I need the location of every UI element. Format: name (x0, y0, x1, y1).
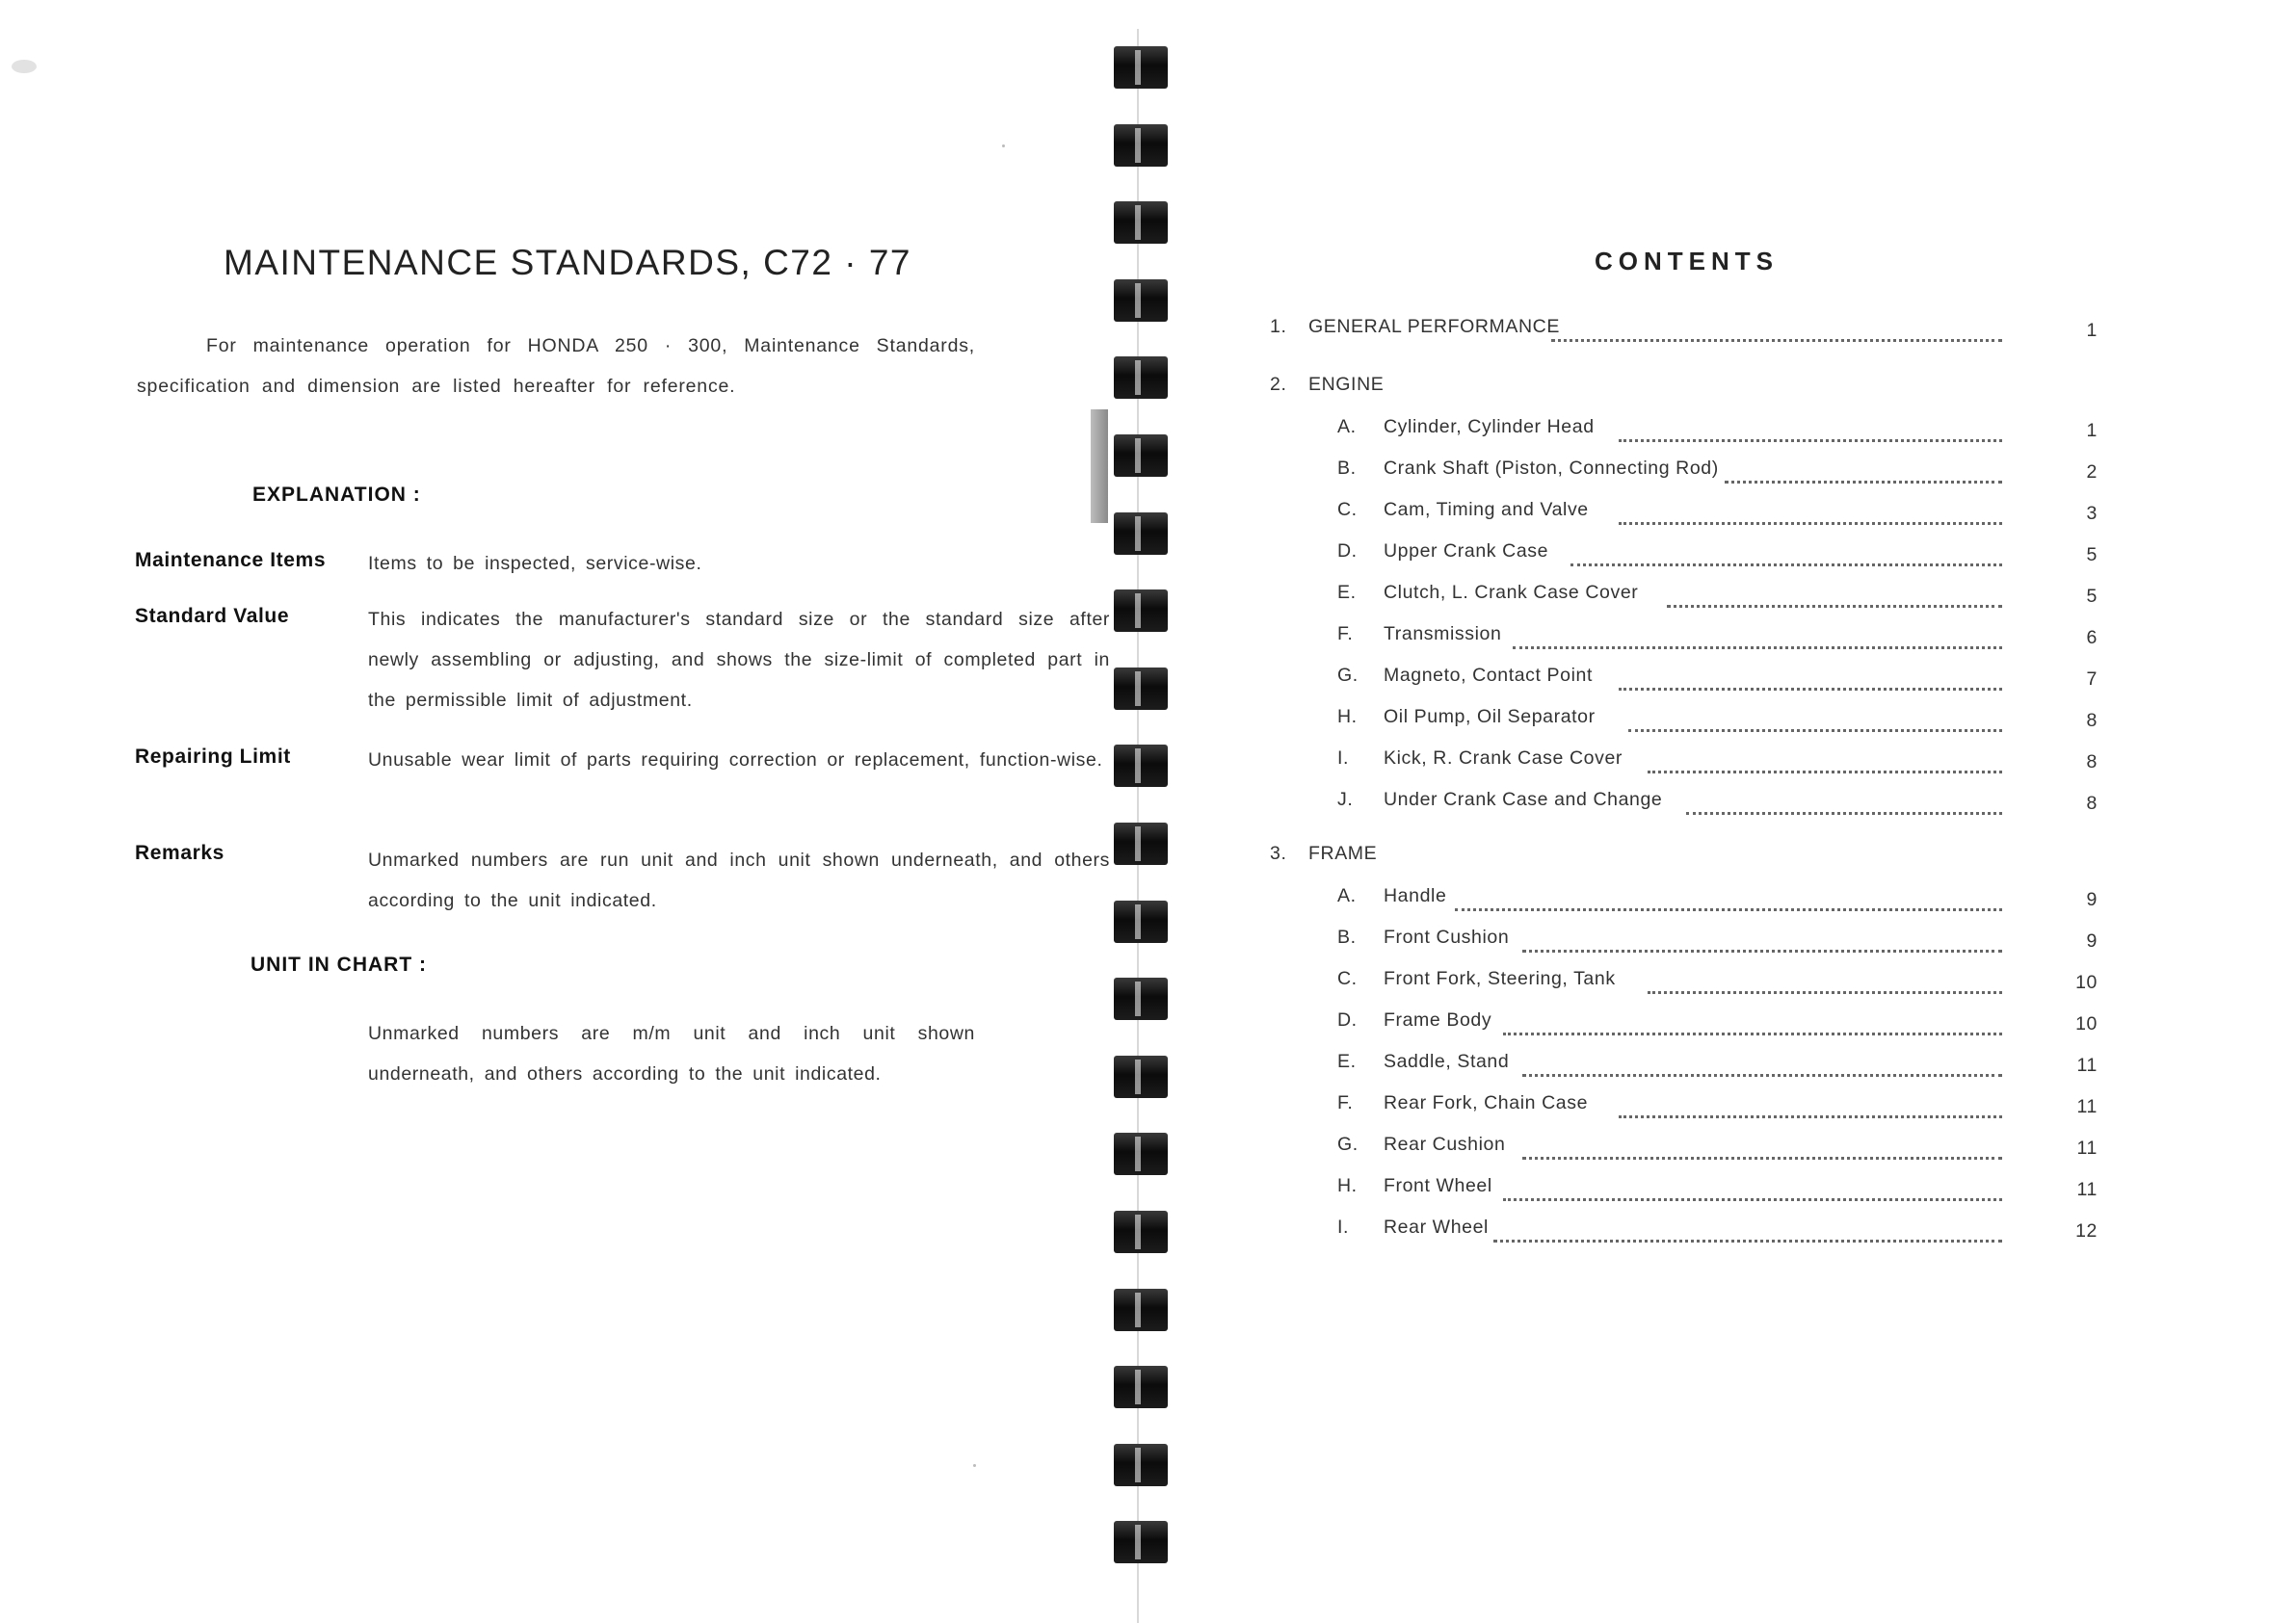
page-number: 8 (2086, 710, 2098, 731)
leader-dots (1513, 633, 2002, 649)
explanation-heading: EXPLANATION : (252, 484, 421, 506)
page-number: 11 (2076, 1138, 2098, 1159)
section-number: 2. (1270, 374, 1287, 395)
item-label: Kick, R. Crank Case Cover (1384, 747, 1628, 770)
page-number: 5 (2086, 586, 2098, 607)
page-number: 1 (2086, 420, 2098, 441)
leader-dots (1619, 509, 2002, 525)
toc-item (1166, 968, 2129, 999)
explanation-definition: Unusable wear limit of parts requiring correction or replacement, function-wise. (368, 749, 1103, 771)
item-letter: F. (1337, 623, 1354, 644)
item-label: Cylinder, Cylinder Head (1384, 416, 1600, 438)
toc-item (1166, 1134, 2129, 1165)
binding-ring (1114, 1444, 1168, 1486)
page-number: 3 (2086, 503, 2098, 524)
item-label: Front Cushion (1384, 927, 1515, 949)
contents-title: CONTENTS (1595, 247, 1779, 275)
item-letter: H. (1337, 706, 1358, 727)
binding-ring (1114, 512, 1168, 555)
section-number: 1. (1270, 316, 1287, 337)
leader-dots (1522, 1060, 2002, 1077)
toc-item (1166, 416, 2129, 447)
leader-dots (1493, 1226, 2002, 1243)
unit-heading: UNIT IN CHART : (251, 954, 427, 976)
item-letter: E. (1337, 1051, 1357, 1072)
binding-ring (1114, 124, 1168, 167)
item-label: Front Fork, Steering, Tank (1384, 968, 1622, 990)
toc-item (1166, 789, 2129, 820)
item-letter: B. (1337, 927, 1357, 948)
item-letter: E. (1337, 582, 1357, 603)
item-letter: J. (1337, 789, 1354, 810)
toc-item (1166, 1009, 2129, 1040)
explanation-term: Repairing Limit (135, 746, 291, 768)
item-label: Clutch, L. Crank Case Cover (1384, 582, 1644, 604)
binding-ring (1114, 1521, 1168, 1563)
item-letter: A. (1337, 885, 1357, 906)
page-number: 2 (2086, 461, 2098, 483)
binding-ring (1114, 279, 1168, 322)
scan-speck (973, 1464, 976, 1467)
toc-item (1166, 885, 2129, 916)
toc-item (1166, 499, 2129, 530)
leader-dots (1667, 591, 2002, 608)
binding-ring (1114, 978, 1168, 1020)
item-label: Rear Fork, Chain Case (1384, 1092, 1594, 1114)
leader-dots (1619, 674, 2002, 691)
section-label: ENGINE (1308, 374, 1385, 395)
page-number: 5 (2086, 544, 2098, 565)
binding-ring (1114, 434, 1168, 477)
explanation-definition: Items to be inspected, service-wise. (368, 553, 702, 574)
page-number: 11 (2076, 1179, 2098, 1200)
section-label: FRAME (1308, 843, 1378, 864)
toc-item (1166, 540, 2129, 571)
scan-speck (12, 60, 37, 73)
toc-item (1166, 582, 2129, 613)
leader-dots (1503, 1019, 2002, 1035)
intro-paragraph: For maintenance operation for HONDA 250 · 300, Maintenance Standards, specification and dimension are listed hereafter for reference. (137, 335, 975, 397)
explanation-term: Remarks (135, 842, 224, 864)
binding-ring (1114, 901, 1168, 943)
item-label: Rear Wheel (1384, 1217, 1494, 1239)
unit-text: Unmarked numbers are m/m unit and inch unit shown underneath, and others according to the unit indicated. (368, 1023, 975, 1085)
binding-ring (1114, 1133, 1168, 1175)
item-letter: G. (1337, 665, 1359, 686)
item-letter: C. (1337, 968, 1358, 989)
item-label: Frame Body (1384, 1009, 1497, 1032)
leader-dots (1522, 936, 2002, 953)
leader-dots (1628, 716, 2002, 732)
binding-ring (1114, 201, 1168, 244)
page-number: 1 (2086, 320, 2098, 341)
item-label: Oil Pump, Oil Separator (1384, 706, 1601, 728)
toc-item (1166, 927, 2129, 957)
page-number: 8 (2086, 751, 2098, 772)
page-number: 12 (2075, 1220, 2098, 1242)
binding-ring (1114, 589, 1168, 632)
binding-ring (1114, 1366, 1168, 1408)
spine-shadow (1091, 409, 1108, 523)
scan-speck (1002, 144, 1005, 147)
toc-item (1166, 623, 2129, 654)
section-number: 3. (1270, 843, 1287, 864)
binding-ring (1114, 745, 1168, 787)
leader-dots (1455, 895, 2002, 911)
item-letter: C. (1337, 499, 1358, 520)
leader-dots (1648, 757, 2002, 773)
page-number: 11 (2076, 1055, 2098, 1076)
leader-dots (1725, 467, 2002, 484)
toc-section (1166, 374, 2129, 405)
item-letter: I. (1337, 747, 1350, 769)
item-label: Rear Cushion (1384, 1134, 1511, 1156)
leader-dots (1570, 550, 2002, 566)
leader-dots (1686, 798, 2002, 815)
page-number: 7 (2086, 668, 2098, 690)
binding-ring (1114, 1056, 1168, 1098)
toc-item (1166, 458, 2129, 488)
item-label: Under Crank Case and Change (1384, 789, 1668, 811)
toc-item (1166, 1175, 2129, 1206)
binding-ring (1114, 1289, 1168, 1331)
binding-ring (1114, 1211, 1168, 1253)
toc-section (1166, 843, 2129, 874)
item-label: Crank Shaft (Piston, Connecting Rod) (1384, 458, 1725, 480)
toc-item (1166, 1092, 2129, 1123)
toc-item (1166, 1217, 2129, 1247)
binding-ring (1114, 356, 1168, 399)
item-label: Upper Crank Case (1384, 540, 1554, 563)
item-letter: H. (1337, 1175, 1358, 1196)
item-label: Magneto, Contact Point (1384, 665, 1598, 687)
item-label: Saddle, Stand (1384, 1051, 1515, 1073)
page-number: 10 (2075, 972, 2098, 993)
toc-item (1166, 747, 2129, 778)
explanation-term: Maintenance Items (135, 549, 327, 571)
item-letter: A. (1337, 416, 1357, 437)
page-number: 11 (2076, 1096, 2098, 1117)
item-label: Transmission (1384, 623, 1507, 645)
item-label: Front Wheel (1384, 1175, 1498, 1197)
item-label: Handle (1384, 885, 1452, 907)
leader-dots (1522, 1143, 2002, 1160)
item-letter: I. (1337, 1217, 1350, 1238)
leader-dots (1551, 326, 2002, 342)
explanation-term: Standard Value (135, 605, 290, 627)
item-label: Cam, Timing and Valve (1384, 499, 1595, 521)
document-title: MAINTENANCE STANDARDS, C72 · 77 (224, 243, 911, 282)
leader-dots (1648, 978, 2002, 994)
item-letter: G. (1337, 1134, 1359, 1155)
page-number: 6 (2086, 627, 2098, 648)
item-letter: D. (1337, 540, 1358, 562)
toc-item (1166, 1051, 2129, 1082)
toc-section (1166, 316, 2129, 347)
page-number: 10 (2075, 1013, 2098, 1034)
binding-ring (1114, 823, 1168, 865)
item-letter: F. (1337, 1092, 1354, 1113)
page-number: 9 (2086, 930, 2098, 952)
explanation-definition: Unmarked numbers are run unit and inch unit shown underneath, and others according to the unit indicated. (368, 850, 1110, 911)
section-label: GENERAL PERFORMANCE (1308, 316, 1566, 338)
leader-dots (1619, 1102, 2002, 1118)
binding-ring (1114, 668, 1168, 710)
page-number: 9 (2086, 889, 2098, 910)
item-letter: B. (1337, 458, 1357, 479)
leader-dots (1619, 426, 2002, 442)
binding-ring (1114, 46, 1168, 89)
leader-dots (1503, 1185, 2002, 1201)
toc-item (1166, 706, 2129, 737)
toc-item (1166, 665, 2129, 695)
spiral-binding (1108, 0, 1166, 1623)
item-letter: D. (1337, 1009, 1358, 1031)
left-page (0, 0, 1108, 1623)
explanation-definition: This indicates the manufacturer's standard size or the standard size after newly assembling or adjusting, and shows the size-limit of completed part in the permissible limit of adjustment. (368, 609, 1110, 711)
page-number: 8 (2086, 793, 2098, 814)
right-page (1166, 0, 2296, 1623)
